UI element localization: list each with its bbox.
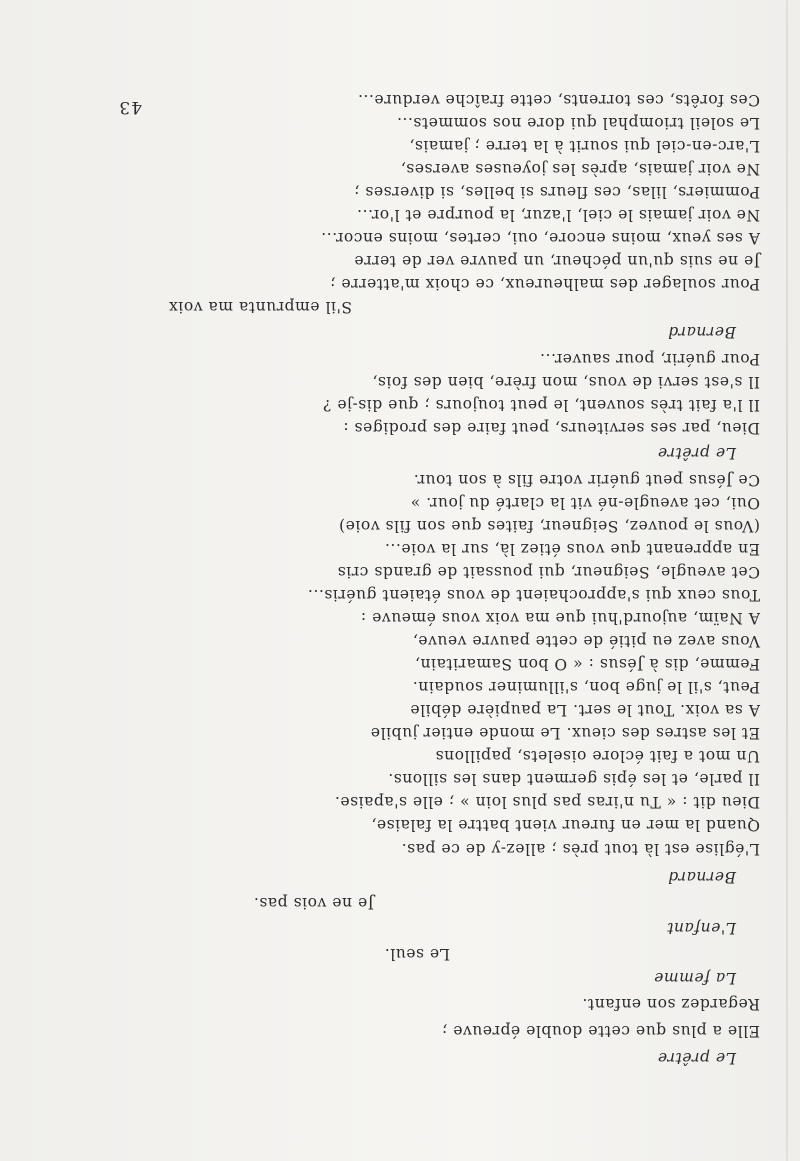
verse-line: A Naïm, aujourd'hui que ma voix vous émeuve : [360,609,760,627]
verse-line: Il l'a fait très souvent, le peut toujours ; que dis-je ? [322,396,760,414]
verse-line: Il parle, et les épis germent dans les sillons. [387,770,760,788]
verse-line: Pommiers, lilas, ces fleurs si belles, si diverses ; [353,183,760,201]
verse-line: Ces forêts, ces torrents, cette fraîche verdure... [357,91,760,109]
speaker-name: Bernard [667,323,736,341]
verse-line: A ses yeux, moins encore, oui, certes, moins encor... [320,229,760,247]
verse-line: Pour guérir, pour sauver... [539,350,760,368]
verse-line: Cet aveugle, Seigneur, qui poussait de grands cris [337,563,760,581]
verse-line: Le seul. [384,945,450,963]
verse-line: Un mot a fait éclore oiselets, papillons [435,747,760,765]
verse-line: (Vous le pouvez, Seigneur, faites que son fils voie) [338,517,760,535]
verse-line: Ce Jésus peut guérir votre fils à son tour. [413,471,760,489]
verse-line: En apprenant que vous étiez là, sur la voie... [384,540,760,558]
verse-line: Ne voir jamais, après les joyeuses averses, [400,160,760,178]
verse-line: L'arc-en-ciel qui sourit à la terre ; jamais, [408,137,760,155]
verse-line: A sa voix. Tout le sert. La paupière débile [409,701,760,719]
verse-line: Peut, s'il le juge bon, s'illuminer soudain. [412,678,760,696]
speaker-name: Le prêtre [657,444,736,462]
verse-line: S'il emprunta ma voix [168,298,352,316]
verse-line: Vous avez eu pitié de cette pauvre veuve, [412,632,760,650]
speaker-name: La femme [653,969,736,987]
verse-line: Regardez son enfant. [581,995,760,1013]
verse-line: Le soleil triomphal qui dore nos sommets... [396,114,760,132]
verse-line: Dieu, par ses serviteurs, peut faire des prodiges : [342,419,760,437]
verse-line: Il s'est servi de vous, mon frère, bien des fois, [371,373,760,391]
speaker-name: L'enfant [666,919,736,937]
verse-line: Je ne vois pas. [253,894,374,912]
verse-line: Elle a plus que cette double épreuve ; [441,1022,760,1040]
page-number: 43 [118,97,142,117]
verse-line: Quand la mer en fureur vient battre la falaise, [370,816,760,834]
verse-line: Oui, cet aveugle-né vit la clarté du jour. » [410,494,760,512]
verse-line: Pour soulager des malheureux, ce choix m'atterre ; [329,275,760,293]
verse-line: Tous ceux qui s'approchaient de vous étaient guéris... [307,586,760,604]
speaker-name: Bernard [667,868,736,886]
verse-line: Dieu dit : « Tu n'iras pas plus loin » ; elle s'apaise. [334,793,760,811]
verse-line: Je ne suis qu'un pécheur, un pauvre ver de terre [353,252,760,270]
verse-line: Et les astres des cieux. Le monde entier jubile [370,724,760,742]
verse-line: Ne voir jamais le ciel, l'azur, la pourpre et l'or... [356,206,760,224]
verse-line: Femme, dis à Jésus : « O bon Samaritain, [414,655,760,673]
speaker-name: Le prêtre [657,1049,736,1067]
verse-line: L'église est là tout près ; allez-y de ce pas. [401,840,760,858]
